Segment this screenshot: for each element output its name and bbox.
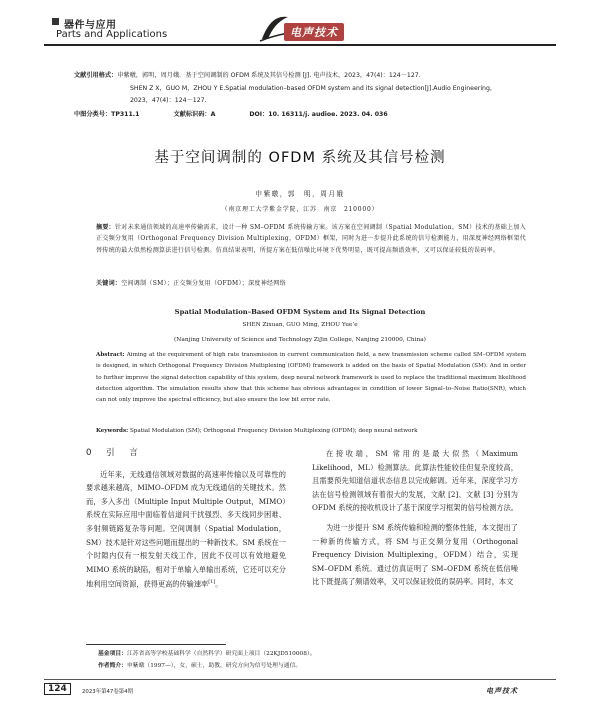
footnote-fund	[98, 648, 518, 657]
footnote-fund-label: 基金项目：	[98, 651, 127, 657]
footnote-fund-text: 江苏省高等学校基础科学（自然科学）研究面上项目（22KJD510008）。	[127, 651, 316, 657]
classification-line	[74, 109, 422, 118]
footnote-rule	[86, 644, 226, 645]
body-paragraph: 为进一步提升 SM 系统传输和检测的整体性能，本文提出了一种新的传输方式，将 SM 与正交频分复用（Orthogonal Frequency Division Multiplexing，OFDM）结合，实现 SM–OFDM 系统。通过仿真证明了 SM–OFDM 系统在低信噪比下既提高了频谱效率，又可以保证较低的误码率。同时，本文	[312, 522, 518, 587]
document-code: 文献标识码：A	[173, 111, 216, 118]
footnote-author	[98, 660, 518, 669]
keywords-cn-label: 关键词：	[96, 280, 122, 287]
abstract-en	[96, 350, 526, 406]
reference-marker[interactable]: [1]	[208, 579, 216, 586]
authors-en: SHEN Zixuan, GUO Ming, ZHOU Yue’e	[242, 322, 358, 328]
section-title-cn: 器件与应用	[64, 16, 117, 31]
authors-cn: 申紫暾，郭 明，周月娥	[255, 190, 345, 198]
body-paragraph-text: 近年来，无线通信领域对数据的高速率传输以及可靠性的要求越来越高，MIMO–OFDM 成为无线通信的关键技术。然而，多入多出（Multiple Input Multiple Output，MIMO）系统在实际应用中面临着信道间干扰强烈、多天线同步困难、多射频链路复杂等问题。空间调制（Spatial Modulation，SM）技术是针对这些问题而提出的一种新技术。SM 系统在一个时隙内仅有一根发射天线工作，因此不仅可以有效地避免 MIMO 系统的缺陷，相对于单输入单输出系统，它还可以充分地利用空间资源，获得更高的传输速率	[86, 469, 286, 589]
citation-label: 文献引用格式：	[74, 72, 118, 79]
section-title-en: Parts and Applications	[56, 29, 168, 40]
citation-line-cn	[74, 70, 544, 83]
paper-title-cn: 基于空间调制的 OFDM 系统及其信号检测	[154, 150, 446, 166]
keywords-cn	[96, 278, 526, 287]
keywords-en-label: Keywords:	[96, 428, 129, 434]
abstract-en-text: Aiming at the requirement of high rate transmission in current communication field, a new transmission scheme called SM–OFDM system is designed, in which Orthogonal Frequency Division Multiplexing (OFDM) framework is added on the basis of Spatial Modulation (SM). And in order to further improve the signal detection capability of this system, deep neural network framework is used to replace the traditional maximum likelihood detection algorithm. The simulation results show that this scheme has obvious advantages in condition of lower Signal–to–Noise Ratio(SNR), which can not only improve the spectral efficiency, but also ensure the low bit error rate.	[96, 352, 527, 404]
footer-rule	[44, 679, 556, 680]
footnote-author-label: 作者简介：	[98, 663, 127, 669]
abstract-en-label: Abstract:	[96, 352, 125, 358]
issue-info: 2023年第47卷第4期	[82, 689, 133, 695]
footnote-author-text: 申紫暾（1997—），女，硕士，助教，研究方向为信号处理与通信。	[127, 663, 302, 669]
page-header	[0, 0, 600, 52]
body-paragraph	[86, 468, 286, 592]
abstract-cn	[96, 222, 526, 256]
page-number: 124	[44, 683, 71, 695]
paper-title-en: Spatial Modulation–Based OFDM System and Its Signal Detection	[174, 308, 426, 316]
affiliation-cn: （南京理工大学紫金学院，江苏 南京 210000）	[221, 206, 379, 213]
keywords-cn-text: 空间调制（SM）；正交频分复用（OFDM）；深度神经网络	[121, 280, 286, 287]
journal-brand: 电声技术	[284, 23, 344, 41]
citation-en-2: 2023，47(4)：124－127.	[130, 97, 207, 104]
doi: DOI：10. 16311/j. audioe. 2023. 04. 036	[249, 111, 388, 118]
citation-en-1: SHEN Z X，GUO M，ZHOU Y E.Spatial modulation–based OFDM system and its signal detection[J].Audio Engineering，	[130, 84, 497, 92]
citation-cn: 申紫暾，郭明，周月娥．基于空间调制的 OFDM 系统及其信号检测 [J]. 电声技术，2023，47(4)：124－127.	[117, 72, 421, 79]
abstract-cn-label: 摘要：	[96, 224, 115, 231]
keywords-en	[96, 428, 526, 434]
header-rule	[44, 44, 556, 46]
affiliation-en: (Nanjing University of Science and Technology ZiJin College, Nanjing 210000, China)	[174, 337, 426, 343]
abstract-cn-text: 针对未来通信领域的高速率传输需求，设计一种 SM–OFDM 系统传输方案。该方案在空间调制（Spatial Modulation，SM）技术的基础上加入正交频分复用（Orthogonal Frequency Division Multiplexing，OFDM）框架，同时为进一步提升此系统的信号检测能力，用深度神经网络框架代替传统的最大似然检测算法进行信号检测。仿真结果表明，所提方案在低信噪比环境下优势明显，既可提高频谱效率，又可以保证较低的误码率。	[96, 224, 526, 254]
body-paragraph-end: 。	[215, 579, 223, 589]
body-paragraph: 在接收端，SM 常用的是最大似然（Maximum Likelihood，ML）检测算法。此算法性能较佳但复杂度较高，且需要预先知道信道状态信息以完成解调。近年来，深度学习方法在信号检测领域有着很大的发展，文献 [2]、文献 [3] 分别为 OFDM 系统的接收机设计了基于深度学习框架的信号检测方法。	[312, 449, 518, 513]
keywords-en-text: Spatial Modulation (SM); Orthogonal Frequency Division Multiplexing (OFDM); deep neural network	[129, 428, 418, 434]
body-column-left	[86, 447, 286, 597]
section-heading-introduction: 0 引 言	[86, 448, 141, 458]
clc-number: 中图分类号：TP311.1	[74, 111, 140, 118]
body-column-right	[312, 447, 518, 595]
footer-brand: 电声技术	[486, 687, 518, 695]
journal-logo	[258, 19, 376, 43]
citation-block	[74, 70, 544, 108]
